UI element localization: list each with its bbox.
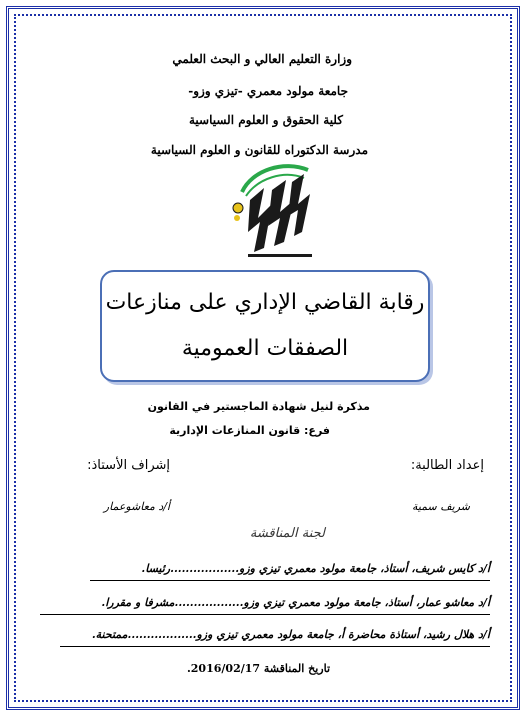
ministry-line: وزارة التعليم العالي و البحث العلمي [172, 52, 352, 66]
student-name: شريف سمية [411, 500, 470, 513]
branch-text: فرع: قانون المنازعات الإدارية [169, 424, 330, 437]
supervisor-label: إشراف الأستاذ: [87, 458, 170, 473]
university-logo-icon [228, 160, 320, 262]
member-3-underline [60, 646, 490, 647]
degree-text: مذكرة لنيل شهادة الماجستير في القانون [147, 400, 370, 413]
defense-date: تاريخ المناقشة 2016/02/17. [186, 662, 330, 675]
committee-title: لجنة المناقشة [249, 526, 325, 541]
school-line: مدرسة الدكتوراه للقانون و العلوم السياسية [150, 143, 368, 157]
committee-member-2: أ/د معاشو عمار، أستاذ، جامعة مولود معمري تيزي وزو..................مشرفا و مقررا. [101, 596, 490, 609]
university-line: جامعة مولود معمري -تيزي وزو- [188, 84, 348, 98]
student-label: إعداد الطالبة: [410, 458, 484, 473]
supervisor-name: أ/د معاشوعمار [103, 500, 170, 513]
title-line-1: رقابة القاضي الإداري على منازعات [105, 290, 425, 315]
title-line-2: الصفقات العمومية [181, 336, 349, 361]
member-2-underline [40, 614, 490, 615]
committee-member-3: أ/د هلال رشيد، أستاذة محاضرة أ، جامعة مولود معمري تيزي وزو..................ممتحنة. [91, 628, 490, 641]
member-1-underline [90, 580, 490, 581]
faculty-line: كلية الحقوق و العلوم السياسية [188, 113, 343, 127]
committee-member-1: أ/د كايس شريف، أستاذ، جامعة مولود معمري تيزي وزو..................رئيسا. [141, 562, 490, 575]
title-box [100, 270, 430, 382]
